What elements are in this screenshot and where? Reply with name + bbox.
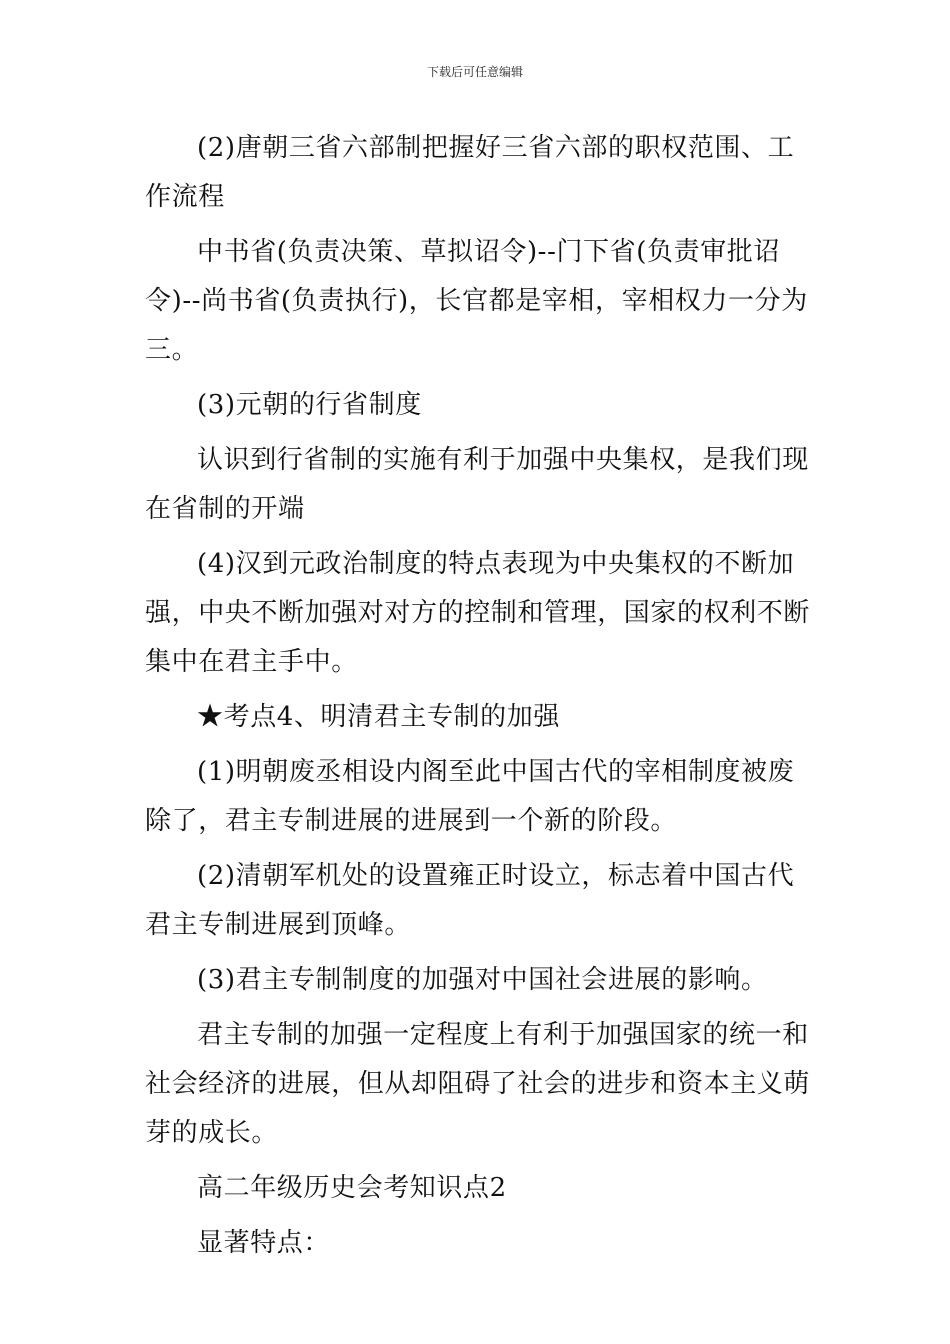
document-body bbox=[145, 124, 815, 1274]
paragraph-autocracy-impact: (3)君主专制制度的加强对中国社会进展的影响。 bbox=[197, 965, 768, 995]
paragraph-key-point-4: ★考点4、明清君主专制的加强 bbox=[197, 702, 560, 732]
paragraph-yuan-province: (3)元朝的行省制度 bbox=[197, 390, 422, 420]
paragraph-section-title: 高二年级历史会考知识点2 bbox=[197, 1173, 507, 1203]
paragraph-notable-features: 显著特点： bbox=[197, 1228, 331, 1258]
paragraph-autocracy-effects: 君主专制的加强一定程度上有利于加强国家的统一和社会经济的进展，但从却阻碍了社会的进步和资本主义萌芽的成长。 bbox=[145, 1020, 811, 1148]
paragraph-ming-cabinet: (1)明朝废丞相设内阁至此中国古代的宰相制度被废除了，君主专制进展的进展到一个新的阶段。 bbox=[145, 757, 795, 836]
page-header-note: 下载后可任意编辑 bbox=[426, 65, 523, 79]
paragraph-qing-council: (2)清朝军机处的设置雍正时设立，标志着中国古代君主专制进展到顶峰。 bbox=[145, 861, 795, 940]
paragraph-han-to-yuan: (4)汉到元政治制度的特点表现为中央集权的不断加强，中央不断加强对对方的控制和管理，国家的权利不断集中在君主手中。 bbox=[145, 549, 811, 677]
paragraph-three-departments: 中书省(负责决策、草拟诏令)--门下省(负责审批诏令)--尚书省(负责执行)，长官都是宰相，宰相权力一分为三。 bbox=[145, 237, 808, 365]
paragraph-tang-system: (2)唐朝三省六部制把握好三省六部的职权范围、工作流程 bbox=[145, 133, 795, 212]
paragraph-province-significance: 认识到行省制的实施有利于加强中央集权，是我们现在省制的开端 bbox=[145, 445, 809, 524]
